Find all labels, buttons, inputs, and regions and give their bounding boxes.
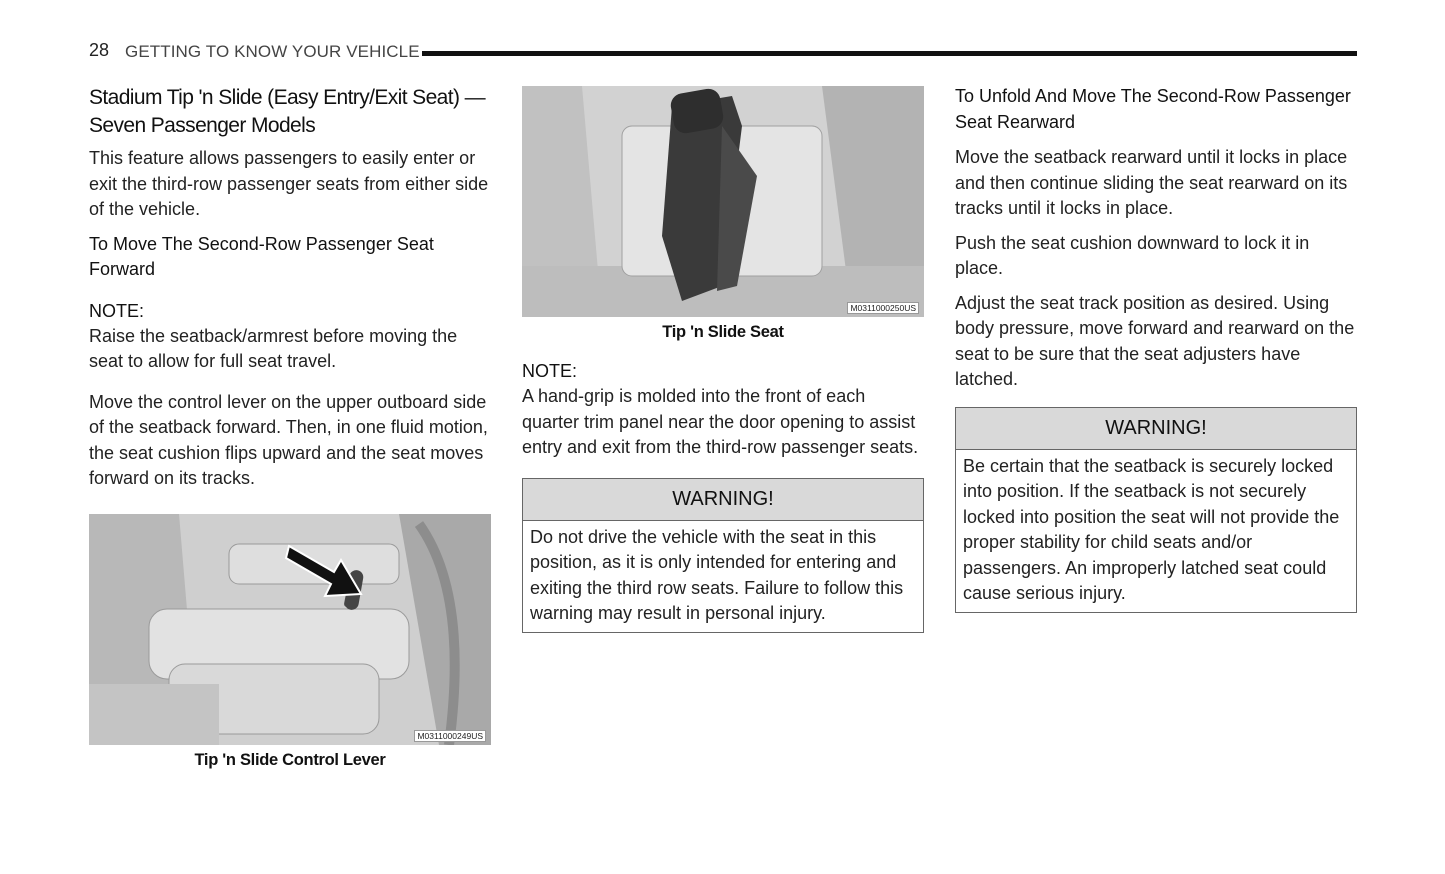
paragraph-cushion: Push the seat cushion downward to lock it in place. [955,232,1310,278]
figure-control-lever [89,514,491,745]
warning-box [955,407,1357,613]
figure-caption: Tip 'n Slide Seat [662,323,784,341]
column-right [955,84,1357,613]
subheading-move-forward: To Move The Second-Row Passenger Seat Forward [89,233,434,279]
paragraph-rearward: Move the seatback rearward until it locks in place and then continue sliding the seat rearward on its tracks until it locks in place. [955,147,1348,218]
page-number: 28 [89,40,110,60]
note-text: Raise the seatback/armrest before moving the seat to allow for full seat travel. [89,325,458,371]
intro-paragraph: This feature allows passengers to easily enter or exit the third-row passenger seats from either side of the vehicle. [89,148,489,219]
subheading-move-rearward: To Unfold And Move The Second-Row Passenger Seat Rearward [955,86,1351,132]
warning-text: Be certain that the seatback is securely locked into position. If the seatback is not securely locked into position the seat will not provide the proper stability for child seats and/or passengers. An improperly latched seat could cause serious injury. [963,455,1340,603]
header-rule [422,51,1357,56]
column-left [89,84,491,771]
note-label: NOTE: [89,300,145,321]
warning-title: WARNING! [523,479,923,521]
seat-interior-illustration [89,514,491,745]
warning-box [522,478,924,633]
page-header [89,38,1357,66]
figure-caption: Tip 'n Slide Control Lever [194,750,386,769]
note-text: A hand-grip is molded into the front of each quarter trim panel near the door opening to assist entry and exit from the third-row passenger seats. [522,386,919,457]
column-middle [522,86,924,633]
warning-title: WARNING! [956,408,1356,450]
note-label: NOTE: [522,361,578,381]
warning-text: Do not drive the vehicle with the seat in this position, as it is only intended for entering and exiting the third row seats. Failure to follow this warning may result in personal injury. [530,526,904,623]
folded-seat-illustration [522,86,924,317]
section-heading: Stadium Tip 'n Slide (Easy Entry/Exit Seat) — Seven Passenger Models [89,86,486,137]
figure-slide-seat [522,86,924,317]
figure-code: M0311000250US [847,302,919,314]
figure-code: M0311000249US [414,730,486,742]
paragraph-adjust: Adjust the seat track position as desired. Using body pressure, move forward and rearward on the seat to be sure that the seat adjusters have latched. [955,292,1355,389]
section-title: GETTING TO KNOW YOUR VEHICLE [125,42,420,61]
body-paragraph: Move the control lever on the upper outboard side of the seatback forward. Then, in one fluid motion, the seat cushion flips upward and the seat moves forward on its tracks. [89,391,488,488]
